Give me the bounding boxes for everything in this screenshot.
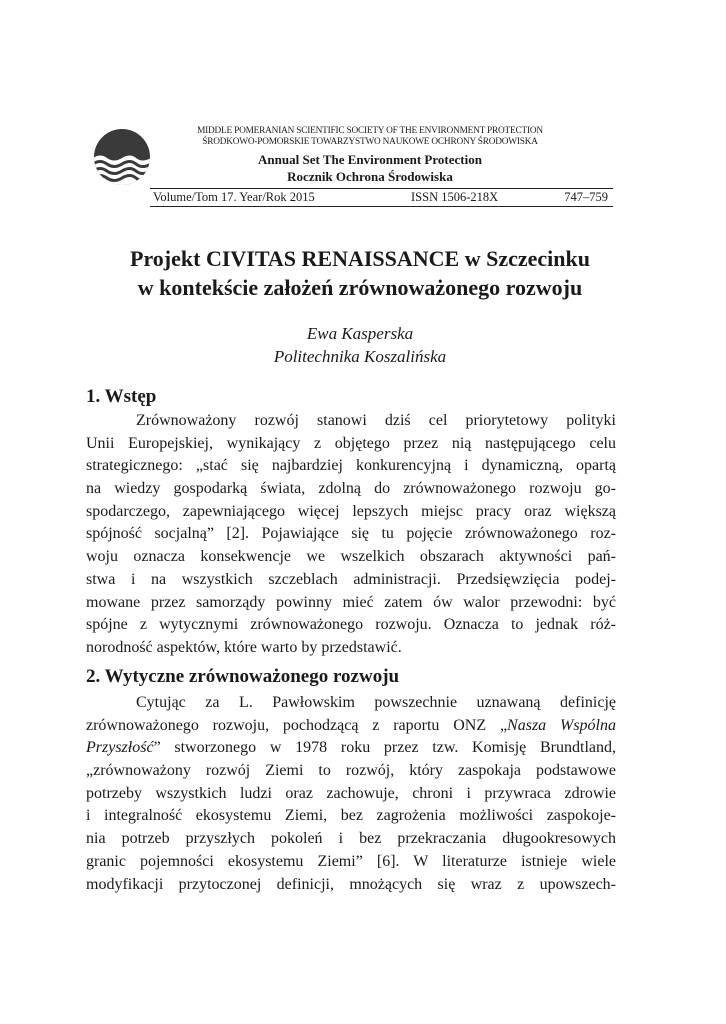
author-affiliation: Politechnika Koszalińska [273,347,447,366]
article-title-line-1: Projekt CIVITAS RENAISSANCE w Szczecinku [130,246,590,271]
paragraph-line: mowane przez samorządy powinny mieć zatem ów walor przewodni: być [86,593,616,611]
journal-title-en: Annual Set The Environment Protection [258,152,482,167]
line-text: ” stworzonego w 1978 roku przez tzw. Komisję Brundtland, [153,739,616,757]
society-name-pl: ŚRODKOWO-POMORSKIE TOWARZYSTWO NAUKOWE OCHRONY ŚRODOWISKA [202,137,538,147]
paragraph-line: stwa i na wszystkich szczeblach administracji. Przedsięwzięcia podej- [86,570,616,588]
paragraph-line [86,737,616,760]
paragraph-line: potrzeby wszystkich ludzi oraz zachowuje, chroni i przywraca zdrowie [86,784,616,802]
paragraph-line: na wiedzy gospodarką świata, zdolną do zrównoważonego rozwoju go- [86,480,616,498]
issn: ISSN 1506-218X [411,190,499,204]
header-rule-bottom [150,206,613,207]
article-title-line-2: w kontekście założeń zrównoważonego rozwoju [137,275,583,300]
volume-info-row [153,189,608,205]
paragraph-line: Cytując za L. Pawłowskim powszechnie uznawaną definicję [136,694,616,711]
society-logo-icon [93,128,151,186]
paragraph-line: woju oznacza konsekwencje we wszelkich obszarach aktywności pań- [86,548,616,566]
section-heading: 2. Wytyczne zrównoważonego rozwoju [86,666,400,687]
cited-report-title: Nasza Wspólna [507,716,616,734]
paragraph-line: spodarczego, zapewniającego więcej lepszych miejsc pracy oraz większą [86,502,616,520]
society-name-en: MIDDLE POMERANIAN SCIENTIFIC SOCIETY OF THE ENVIRONMENT PROTECTION [197,126,543,136]
section-paragraph [86,692,616,896]
author-name: Ewa Kasperska [306,324,414,343]
paragraph-line: Zrównoważony rozwój stanowi dziś cel priorytetowy polityki [136,412,616,429]
paragraph-line: norodność aspektów, które warto by przedstawić. [86,638,402,656]
page-range: 747–759 [564,190,608,204]
cited-report-title-cont: Przyszłość [86,739,154,757]
journal-title-pl: Rocznik Ochrona Środowiska [287,169,453,184]
paragraph-line: spójne z wytycznymi zrównoważonego rozwoju. Oznacza to jednak róż- [86,616,616,634]
line-text: zrównoważonego rozwoju, pochodzącą z raportu ONZ „ [86,716,508,734]
paragraph-line: strategicznego: „stać się najbardziej konkurencyjną i dynamiczną, opartą [86,457,616,475]
paragraph-line: nia potrzeb przyszłych pokoleń i bez przekraczania długookresowych [86,830,616,848]
paragraph-line: „zrównoważony rozwój Ziemi to rozwój, który zaspokaja podstawowe [86,762,616,780]
paragraph-line: i integralność ekosystemu Ziemi, bez zagrożenia możliwości zaspokoje- [86,807,616,825]
section-heading: 1. Wstęp [86,386,157,407]
section-paragraph [86,410,616,660]
paragraph-line: modyfikacji przytoczonej definicji, mnożących się wraz z upowszech- [86,875,616,893]
volume-year: Volume/Tom 17. Year/Rok 2015 [153,190,315,204]
paragraph-line: Unii Europejskiej, wynikający z objętego przez nią następującego celu [86,434,616,452]
paragraph-line: granic pojemności ekosystemu Ziemi” [6]. W literaturze istnieje wiele [86,852,616,870]
paragraph-line [86,715,616,738]
paragraph-line: spójność socjalną” [2]. Pojawiające się tu pojęcie zrównoważonego roz- [86,525,616,543]
